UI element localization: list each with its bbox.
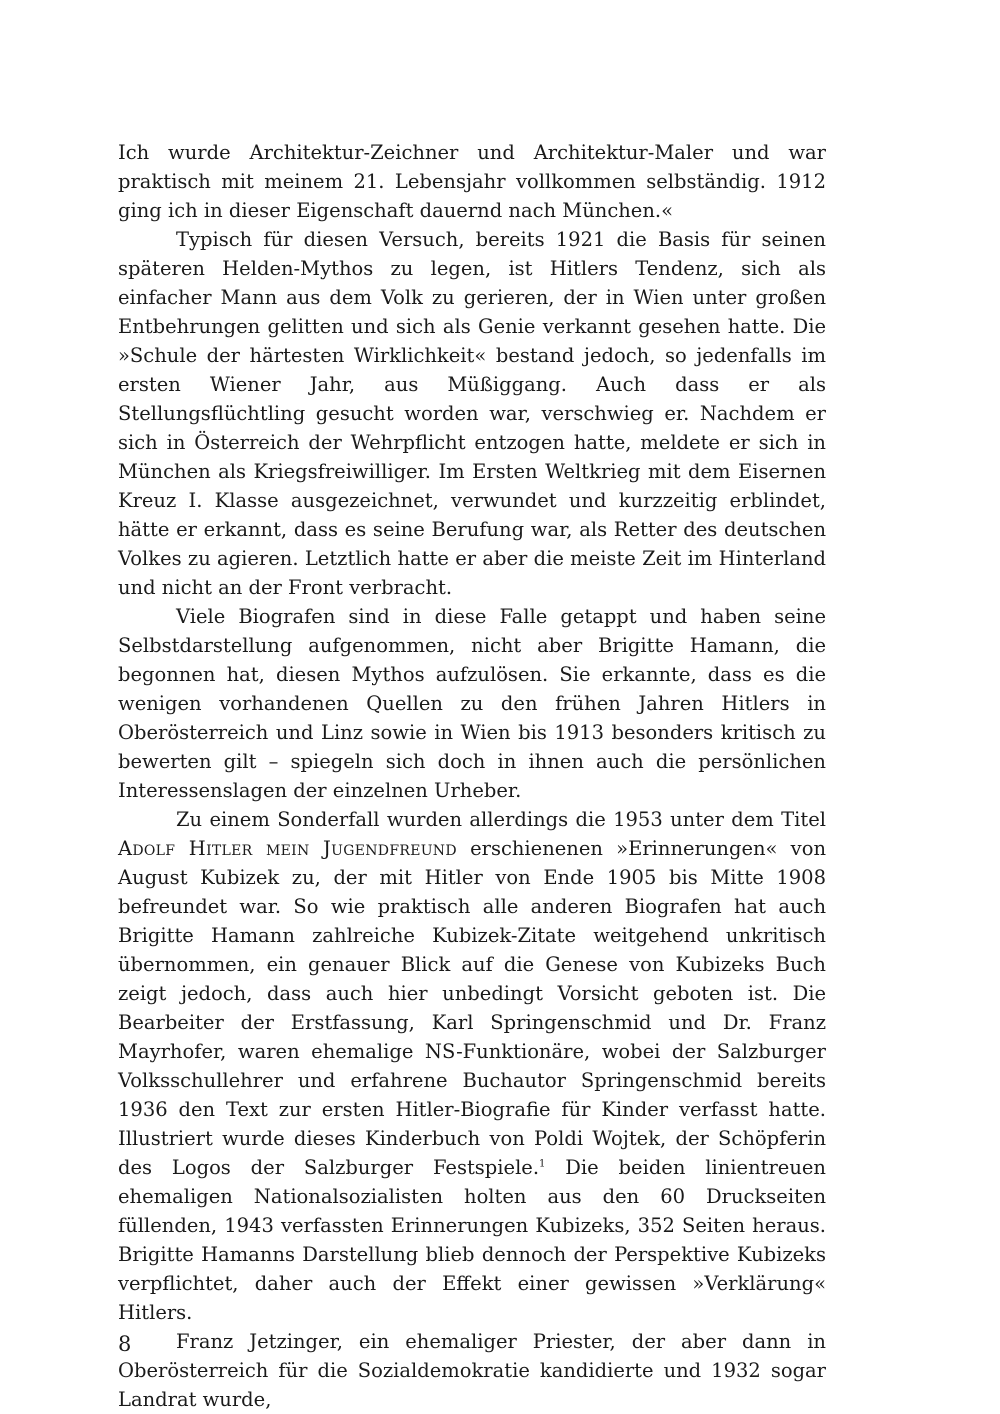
paragraph-2: Typisch für diesen Versuch, bereits 1921 die Basis für seinen späteren Helden-Mythos zu legen, ist Hitlers Tendenz, sich als einfacher Mann aus dem Volk zu gerieren, der in Wien unter großen Entbehrungen gelitten und sich als Genie verkannt gesehen hatte. Die »Schule der härtesten Wirklichkeit« bestand jedoch, so jedenfalls im ersten Wiener Jahr, aus Müßiggang. Auch dass er als Stellungsflüchtling gesucht worden war, verschwieg er. Nachdem er sich in Österreich der Wehrpflicht entzogen hatte, meldete er sich in München als Kriegsfreiwilliger. Im Ersten Weltkrieg mit dem Eisernen Kreuz I. Klasse ausgezeichnet, verwundet und kurzzeitig erblindet, hätte er erkannt, dass es seine Berufung war, als Retter des deutschen Volkes zu agieren. Letztlich hatte er aber die meiste Zeit im Hinterland und nicht an der Front verbracht. (118, 228, 826, 599)
paragraph-4 (118, 805, 826, 1327)
paragraph-1: Ich wurde Architektur-Zeichner und Architektur-Maler und war praktisch mit meinem 21. Lebensjahr vollkommen selbständig. 1912 ging ich in dieser Eigenschaft dauernd nach München.« (118, 141, 826, 222)
paragraph-4-end: Die beiden linientreuen ehemaligen Nationalsozialisten holten aus den 60 Druckseiten füllenden, 1943 verfassten Erinnerungen Kubizeks, 352 Seiten heraus. Brigitte Hamanns Darstellung blieb dennoch der Perspektive Kubizeks verpflichtet, daher auch der Effekt einer gewissen »Verklärung« Hitlers. (118, 1156, 826, 1324)
footnote-marker: 1 (539, 1158, 546, 1170)
paragraph-3: Viele Biografen sind in diese Falle getappt und haben seine Selbstdarstellung aufgenommen, nicht aber Brigitte Hamann, die begonnen hat, diesen Mythos aufzulösen. Sie erkannte, dass es die wenigen vorhandenen Quellen zu den frühen Jahren Hitlers in Oberösterreich und Linz sowie in Wien bis 1913 besonders kritisch zu bewerten gilt – spiegeln sich doch in ihnen auch die persönlichen Interessenslagen der einzelnen Urheber. (118, 605, 826, 802)
paragraph-5: Franz Jetzinger, ein ehemaliger Priester, der aber dann in Oberösterreich für die Sozialdemokratie kandidierte und 1932 sogar Landrat wurde, (118, 1330, 826, 1411)
page-body (118, 138, 826, 1414)
paragraph-4-body: erschienenen »Erinnerungen« von August Kubizek zu, der mit Hitler von Ende 1905 bis Mitte 1908 befreundet war. So wie praktisch alle anderen Biografen hat auch Brigitte Hamann zahlreiche Kubizek-Zitate weitgehend unkritisch übernommen, ein genauer Blick auf die Genese von Kubizeks Buch zeigt jedoch, dass auch hier unbedingt Vorsicht geboten ist. Die Bearbeiter der Erstfassung, Karl Springenschmid und Dr. Franz Mayrhofer, waren ehemalige NS-Funktionäre, wobei der Salzburger Volksschullehrer und erfahrene Buchautor Springenschmid bereits 1936 den Text zur ersten Hitler-Biografie für Kinder verfasst hatte. Illustriert wurde dieses Kinderbuch von Poldi Wojtek, der Schöpferin des Logos der Salzburger Festspiele. (118, 837, 826, 1179)
page-number: 8 (118, 1332, 132, 1356)
book-title: Adolf Hitler mein Jugendfreund (118, 837, 457, 860)
paragraph-4-intro: Zu einem Sonderfall wurden allerdings die 1953 unter dem Titel (176, 808, 826, 831)
